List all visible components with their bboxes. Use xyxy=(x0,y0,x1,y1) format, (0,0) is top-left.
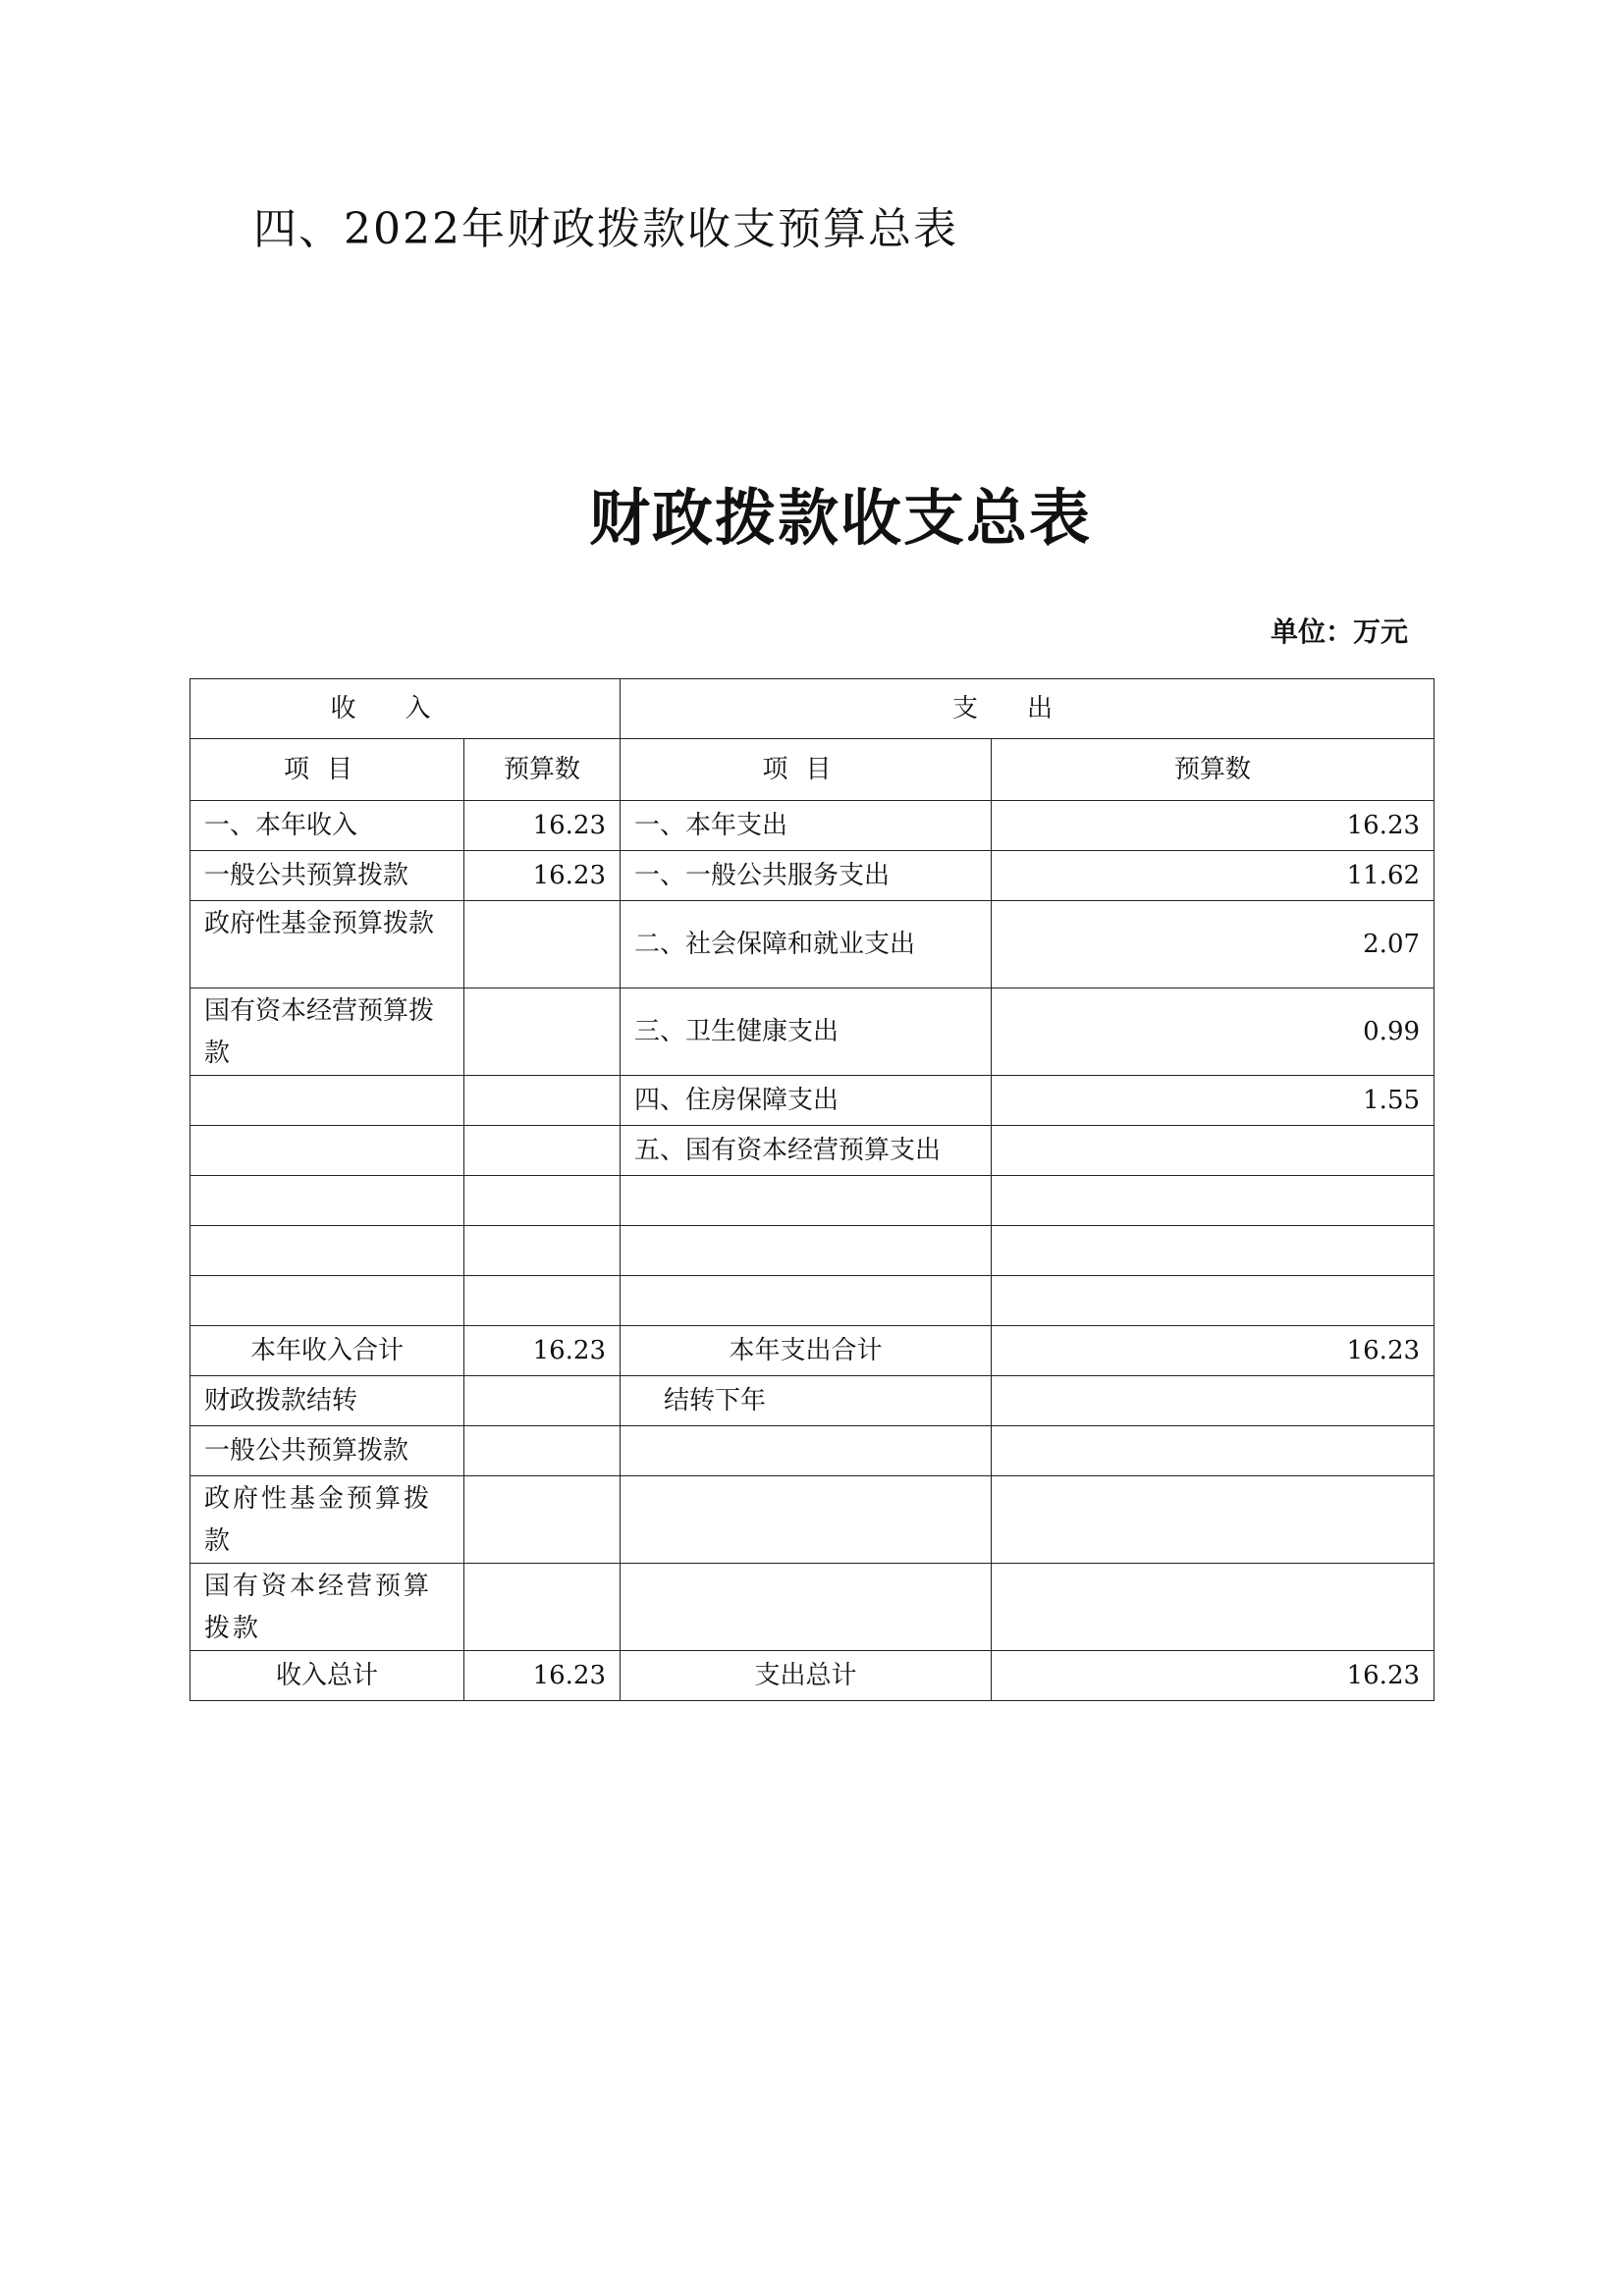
expense-item: 支出总计 xyxy=(621,1651,992,1701)
income-item xyxy=(190,1226,464,1276)
table-row xyxy=(190,1126,1435,1176)
income-group-header: 收入 xyxy=(190,679,621,739)
income-item: 国有资本经营预算拨款 xyxy=(190,988,464,1076)
expense-value xyxy=(992,1276,1435,1326)
table-row xyxy=(190,1376,1435,1426)
income-item: 政府性基金预算拨款 xyxy=(190,1476,464,1564)
table-row xyxy=(190,1076,1435,1126)
expense-value xyxy=(992,1226,1435,1276)
table-row xyxy=(190,1176,1435,1226)
income-item xyxy=(190,1076,464,1126)
expense-value xyxy=(992,1476,1435,1564)
income-value xyxy=(464,1426,621,1476)
income-value: 16.23 xyxy=(464,1651,621,1701)
income-item: 一般公共预算拨款 xyxy=(190,1426,464,1476)
expense-value: 1.55 xyxy=(992,1076,1435,1126)
income-item: 财政拨款结转 xyxy=(190,1376,464,1426)
table-row xyxy=(190,851,1435,901)
expense-item xyxy=(621,1226,992,1276)
table-row xyxy=(190,1276,1435,1326)
expense-value xyxy=(992,1176,1435,1226)
income-value xyxy=(464,1476,621,1564)
expense-item: 一、本年支出 xyxy=(621,801,992,851)
income-item: 收入总计 xyxy=(190,1651,464,1701)
income-item xyxy=(190,1126,464,1176)
expense-item xyxy=(621,1276,992,1326)
table-header-row-group xyxy=(190,679,1435,739)
expense-item xyxy=(621,1476,992,1564)
table-row xyxy=(190,1226,1435,1276)
expense-item: 二、社会保障和就业支出 xyxy=(621,901,992,988)
expense-value xyxy=(992,1126,1435,1176)
table-row xyxy=(190,1426,1435,1476)
expense-value: 2.07 xyxy=(992,901,1435,988)
table-row xyxy=(190,988,1435,1076)
expense-group-header: 支出 xyxy=(621,679,1435,739)
expense-value xyxy=(992,1564,1435,1651)
income-item: 政府性基金预算拨款 xyxy=(190,901,464,988)
section-heading: 四、2022年财政拨款收支预算总表 xyxy=(253,204,958,254)
expense-item: 四、住房保障支出 xyxy=(621,1076,992,1126)
income-value: 16.23 xyxy=(464,1326,621,1376)
income-value: 16.23 xyxy=(464,801,621,851)
table-row xyxy=(190,801,1435,851)
income-item: 国有资本经营预算拨款 xyxy=(190,1564,464,1651)
table-row xyxy=(190,1476,1435,1564)
expense-value xyxy=(992,1426,1435,1476)
expense-value: 16.23 xyxy=(992,801,1435,851)
expense-item: 三、卫生健康支出 xyxy=(621,988,992,1076)
income-value xyxy=(464,1376,621,1426)
income-value xyxy=(464,901,621,988)
expense-item-header: 项目 xyxy=(621,739,992,801)
income-item: 本年收入合计 xyxy=(190,1326,464,1376)
income-value xyxy=(464,1564,621,1651)
expense-item: 五、国有资本经营预算支出 xyxy=(621,1126,992,1176)
table-title: 财政拨款收支总表 xyxy=(588,482,1092,554)
expense-value xyxy=(992,1376,1435,1426)
income-item: 一般公共预算拨款 xyxy=(190,851,464,901)
income-value xyxy=(464,988,621,1076)
income-item xyxy=(190,1276,464,1326)
expense-item xyxy=(621,1564,992,1651)
income-value xyxy=(464,1176,621,1226)
expense-value: 11.62 xyxy=(992,851,1435,901)
expense-value: 0.99 xyxy=(992,988,1435,1076)
expense-item xyxy=(621,1426,992,1476)
table-row xyxy=(190,1564,1435,1651)
expense-value: 16.23 xyxy=(992,1326,1435,1376)
table-row xyxy=(190,901,1435,988)
unit-label: 单位：万元 xyxy=(1270,615,1408,648)
income-value xyxy=(464,1126,621,1176)
table-row-subtotal xyxy=(190,1326,1435,1376)
budget-table xyxy=(189,678,1435,1701)
income-value xyxy=(464,1226,621,1276)
income-item: 一、本年收入 xyxy=(190,801,464,851)
expense-item: 一、一般公共服务支出 xyxy=(621,851,992,901)
table-header-row-columns xyxy=(190,739,1435,801)
income-value xyxy=(464,1276,621,1326)
income-item xyxy=(190,1176,464,1226)
income-value xyxy=(464,1076,621,1126)
income-item-header: 项目 xyxy=(190,739,464,801)
expense-item: 结转下年 xyxy=(621,1376,992,1426)
income-value: 16.23 xyxy=(464,851,621,901)
expense-budget-header: 预算数 xyxy=(992,739,1435,801)
expense-item xyxy=(621,1176,992,1226)
table-row-total xyxy=(190,1651,1435,1701)
expense-value: 16.23 xyxy=(992,1651,1435,1701)
expense-item: 本年支出合计 xyxy=(621,1326,992,1376)
income-budget-header: 预算数 xyxy=(464,739,621,801)
